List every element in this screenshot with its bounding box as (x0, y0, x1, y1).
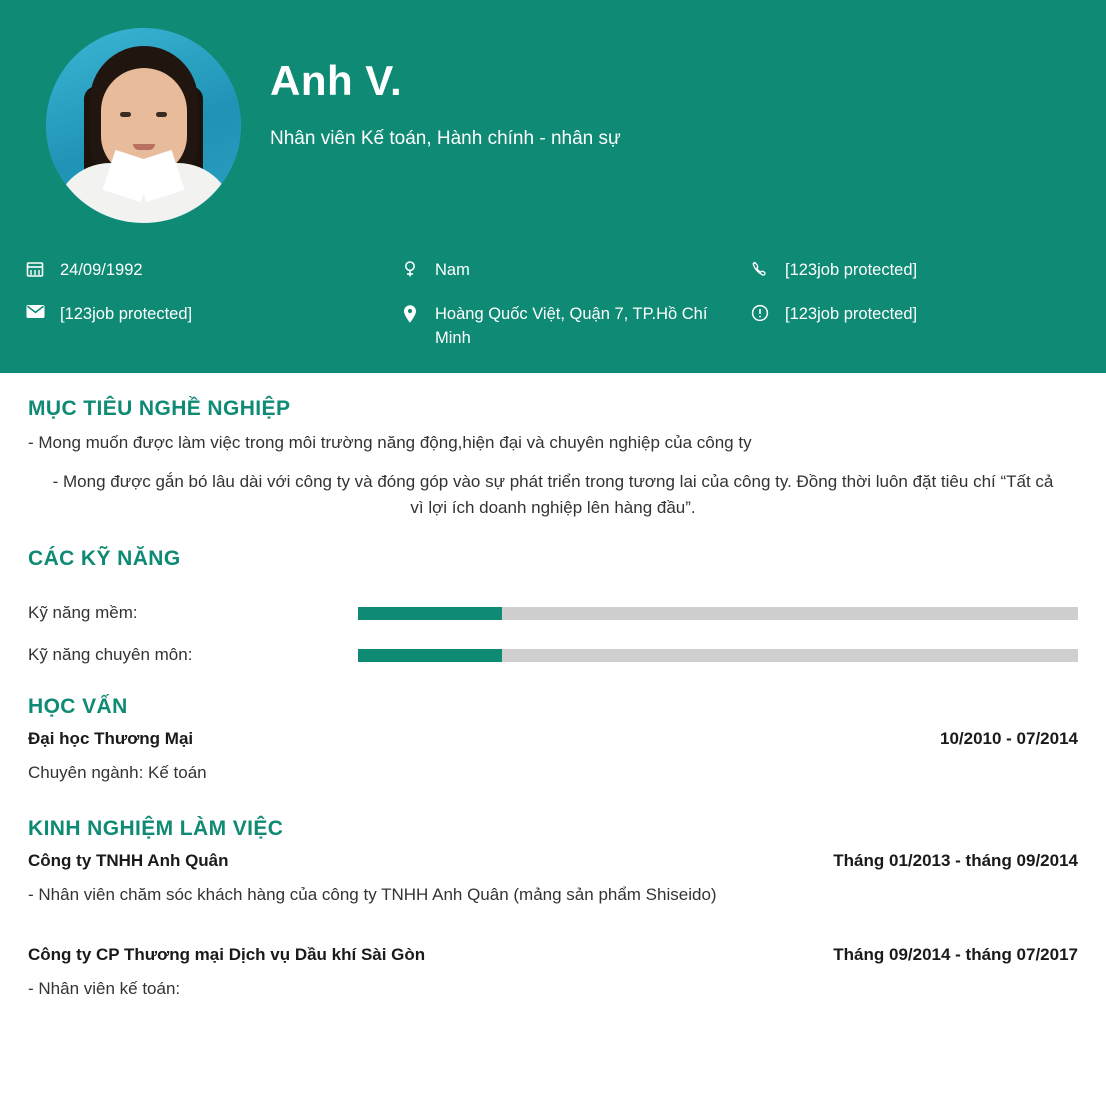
resume-body (0, 373, 1106, 999)
experience-company: Công ty TNHH Anh Quân (28, 851, 229, 871)
section-experience (28, 817, 1078, 999)
education-row (28, 729, 1078, 749)
objective-line-1: - Mong muốn được làm việc trong môi trường năng động,hiện đại và chuyên nghiệp của công ty (28, 432, 752, 452)
section-skills (28, 547, 1078, 665)
section-skills-title: CÁC KỸ NĂNG (28, 547, 181, 571)
gender-icon (399, 259, 421, 278)
avatar-eye-left (120, 112, 131, 117)
spacer (28, 905, 1078, 931)
experience-header (28, 945, 1078, 965)
experience-description: - Nhân viên chăm sóc khách hàng của công ty TNHH Anh Quân (mảng sản phẩm Shiseido) (28, 885, 717, 905)
contact-grid (24, 259, 1082, 351)
section-experience-title: KINH NGHIỆM LÀM VIỆC (28, 817, 284, 841)
contact-phone[interactable] (749, 259, 1082, 283)
avatar (46, 28, 241, 223)
contact-phone-text: [123job protected] (785, 261, 918, 279)
candidate-name: Anh V. (270, 57, 403, 104)
experience-period: Tháng 09/2014 - tháng 07/2017 (833, 945, 1078, 965)
contact-gender (399, 259, 749, 283)
section-education (28, 695, 1078, 783)
avatar-mouth (133, 144, 155, 150)
location-icon (399, 303, 421, 324)
skill-label: Kỹ năng mềm: (28, 603, 138, 623)
contact-address-text: Hoàng Quốc Việt, Quận 7, TP.Hồ Chí Minh (435, 304, 708, 347)
resume-header (0, 0, 1106, 373)
experience-description: - Nhân viên kế toán: (28, 979, 181, 999)
skill-row (28, 603, 1078, 623)
contact-email-text: [123job protected] (60, 304, 193, 323)
contact-birthdate (24, 259, 399, 283)
education-major: Chuyên ngành: Kế toán (28, 763, 207, 783)
candidate-role: Nhân viên Kế toán, Hành chính - nhân sự (270, 128, 621, 149)
experience-item (28, 851, 1078, 905)
section-objective-title: MỤC TIÊU NGHỀ NGHIỆP (28, 396, 291, 420)
skill-row (28, 645, 1078, 665)
skill-label: Kỹ năng chuyên môn: (28, 645, 193, 665)
info-icon (749, 303, 771, 322)
experience-header (28, 851, 1078, 871)
avatar-container (24, 28, 224, 223)
objective-line-2: - Mong được gắn bó lâu dài với công ty và đóng góp vào sự phát triển trong tương lai của công ty. Đồng thời luôn đặt tiêu chí “Tất cả vì lợi ích doanh nghiệp lên hàng đầu”. (52, 471, 1054, 517)
contact-address (399, 303, 749, 351)
skill-progress-track (358, 649, 1078, 662)
phone-icon (749, 259, 771, 278)
skill-progress-fill (358, 649, 502, 662)
skill-progress-track (358, 607, 1078, 620)
identity-block (224, 28, 621, 150)
header-top (24, 28, 1082, 223)
contact-other-text: [123job protected] (785, 304, 918, 323)
skill-progress-fill (358, 607, 502, 620)
experience-item (28, 945, 1078, 999)
contact-birthdate-text: 24/09/1992 (60, 261, 143, 279)
experience-company: Công ty CP Thương mại Dịch vụ Dầu khí Sài Gòn (28, 945, 426, 965)
section-education-title: HỌC VẤN (28, 695, 128, 719)
avatar-eye-right (156, 112, 167, 117)
education-period: 10/2010 - 07/2014 (939, 729, 1078, 749)
email-icon (24, 303, 46, 319)
education-school: Đại học Thương Mại (28, 729, 194, 749)
contact-gender-text: Nam (435, 261, 470, 279)
experience-period: Tháng 01/2013 - tháng 09/2014 (833, 851, 1078, 871)
contact-email[interactable] (24, 303, 399, 351)
contact-other[interactable] (749, 303, 1082, 351)
section-objective (28, 397, 1078, 521)
calendar-icon (24, 259, 46, 278)
